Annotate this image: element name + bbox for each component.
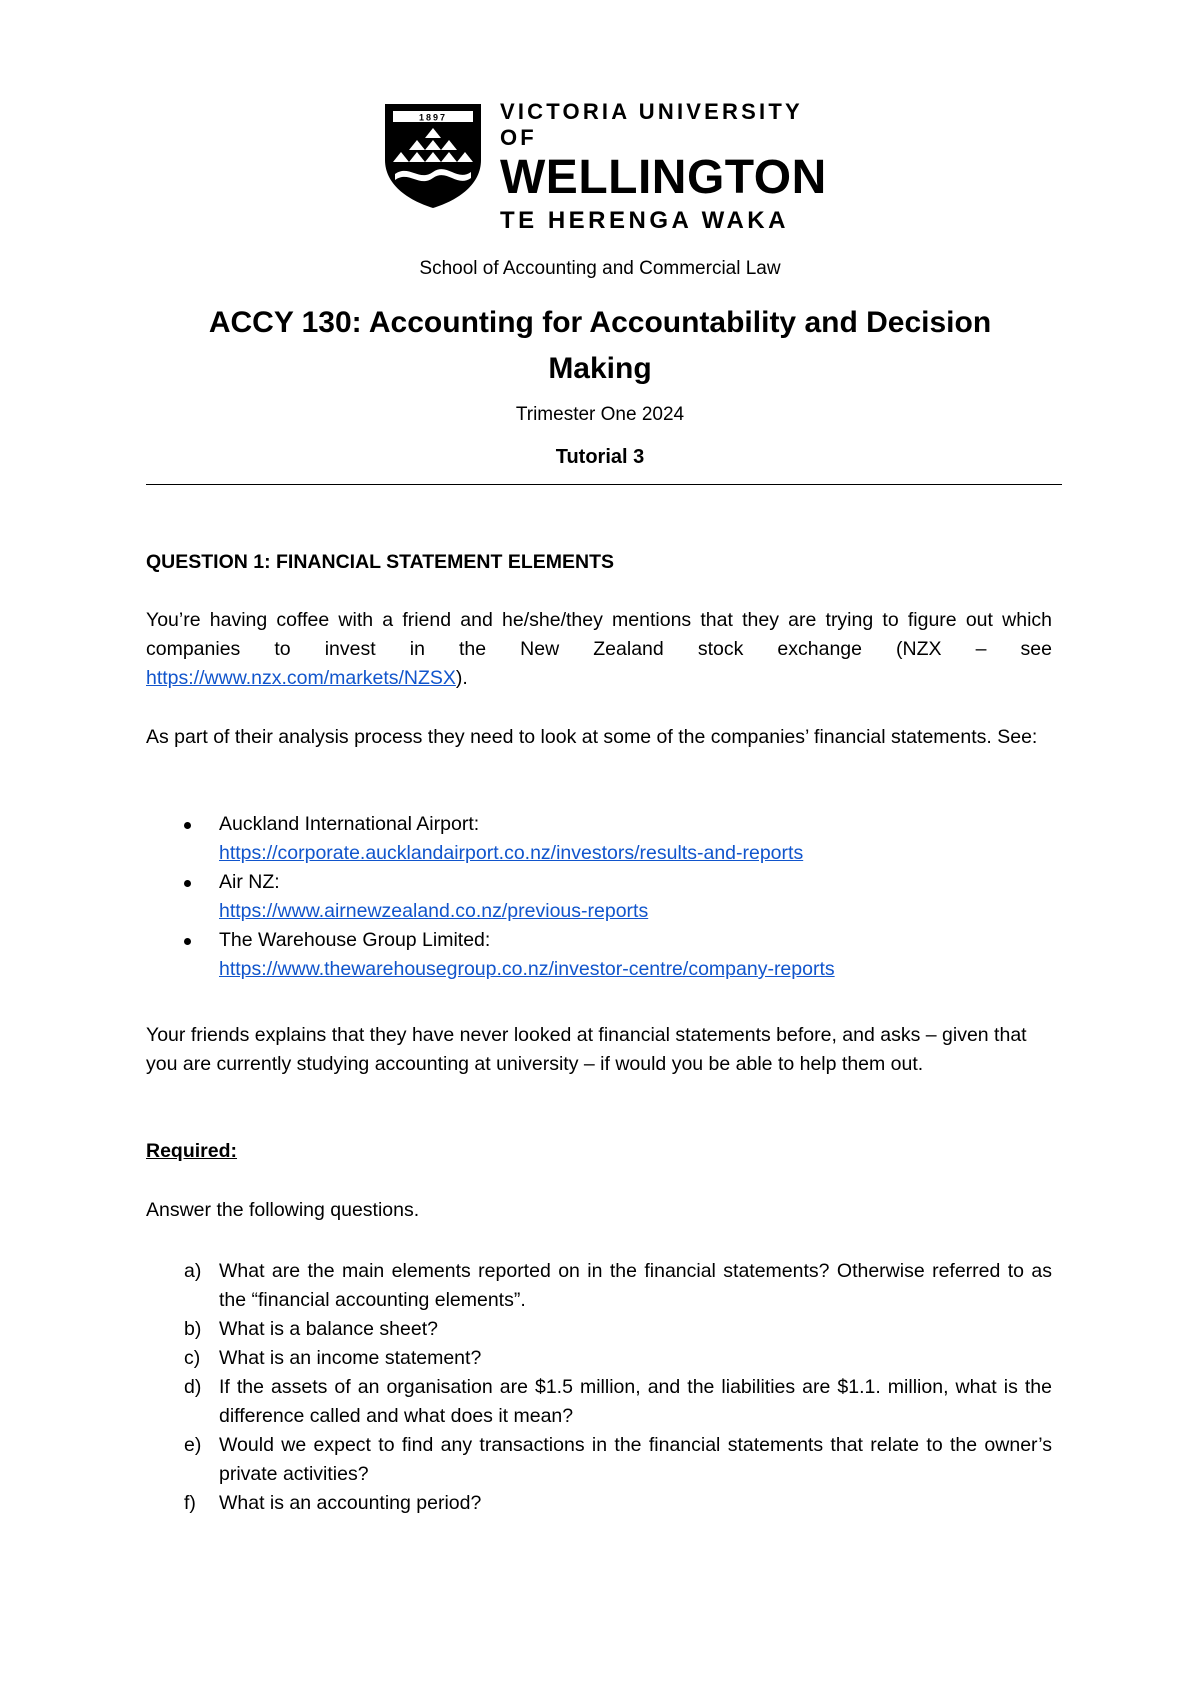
item-text: If the assets of an organisation are $1.5 million, and the liabilities are $1.1. million, what is the difference called and what does it mean?	[219, 1376, 1052, 1427]
course-title	[0, 300, 1200, 392]
required-heading: Required:	[146, 1140, 238, 1162]
list-item	[146, 1344, 1052, 1373]
item-text: What is an income statement?	[219, 1347, 482, 1369]
logo-line-2: WELLINGTON	[500, 151, 827, 204]
company-report-link[interactable]: https://corporate.aucklandairport.co.nz/investors/results-and-reports	[219, 842, 804, 864]
logo-line-3: TE HERENGA WAKA	[500, 207, 789, 234]
item-text: What is a balance sheet?	[219, 1318, 438, 1340]
company-name: Air NZ:	[219, 871, 280, 893]
company-name: Auckland International Airport:	[219, 813, 480, 835]
logo-wordmark	[500, 99, 833, 236]
list-item	[146, 1257, 1052, 1315]
list-item	[146, 868, 1052, 926]
friend-paragraph: Your friends explains that they have never looked at financial statements before, and asks – given that you are currently studying accounting at university – if would you be able to help them out.	[146, 1024, 1027, 1075]
item-marker: f)	[184, 1492, 196, 1514]
question-heading: QUESTION 1: FINANCIAL STATEMENT ELEMENTS	[146, 551, 615, 573]
sub-question-list	[146, 1257, 1052, 1518]
company-report-link[interactable]: https://www.airnewzealand.co.nz/previous-reports	[219, 900, 649, 922]
company-report-link[interactable]: https://www.thewarehousegroup.co.nz/investor-centre/company-reports	[219, 958, 835, 980]
company-list	[146, 810, 1052, 984]
intro-text: You’re having coffee with a friend and he/she/they mentions that they are trying to figure out which companies to invest in the New Zealand stock exchange (NZX – see	[146, 609, 1052, 660]
trimester: Trimester One 2024	[515, 404, 685, 425]
bullet-icon	[184, 938, 191, 945]
company-name: The Warehouse Group Limited:	[219, 929, 491, 951]
nzx-link[interactable]: https://www.nzx.com/markets/NZSX	[146, 667, 456, 689]
logo-line-1: VICTORIA UNIVERSITY OF	[500, 99, 803, 150]
list-item	[146, 1431, 1052, 1489]
university-logo	[383, 99, 833, 234]
item-marker: c)	[184, 1347, 201, 1369]
list-item	[146, 1315, 1052, 1344]
item-text: What is an accounting period?	[219, 1492, 482, 1514]
analysis-paragraph: As part of their analysis process they need to look at some of the companies’ financial statements. See:	[146, 726, 1038, 748]
shield-emblem-icon	[383, 102, 483, 210]
answer-instruction: Answer the following questions.	[146, 1199, 420, 1221]
logo-year: 1897	[418, 112, 448, 123]
item-marker: a)	[184, 1260, 202, 1282]
list-item	[146, 810, 1052, 868]
intro-end: ).	[455, 667, 468, 689]
bullet-icon	[184, 822, 191, 829]
bullet-icon	[184, 880, 191, 887]
intro-paragraph	[146, 606, 1052, 693]
course-title-line-2: Making	[548, 352, 652, 385]
school-name: School of Accounting and Commercial Law	[419, 258, 781, 279]
item-marker: b)	[184, 1318, 202, 1340]
item-text: What are the main elements reported on in the financial statements? Otherwise referred to as the “financial accounting elements”.	[219, 1260, 1052, 1311]
list-item	[146, 1373, 1052, 1431]
course-title-line-1: ACCY 130: Accounting for Accountability and Decision	[208, 306, 992, 339]
item-marker: d)	[184, 1376, 202, 1398]
item-text: Would we expect to find any transactions in the financial statements that relate to the owner’s private activities?	[219, 1434, 1052, 1485]
list-item	[146, 926, 1052, 984]
item-marker: e)	[184, 1434, 202, 1456]
tutorial-number: Tutorial 3	[555, 446, 645, 468]
list-item	[146, 1489, 1052, 1518]
header-divider	[146, 484, 1062, 485]
